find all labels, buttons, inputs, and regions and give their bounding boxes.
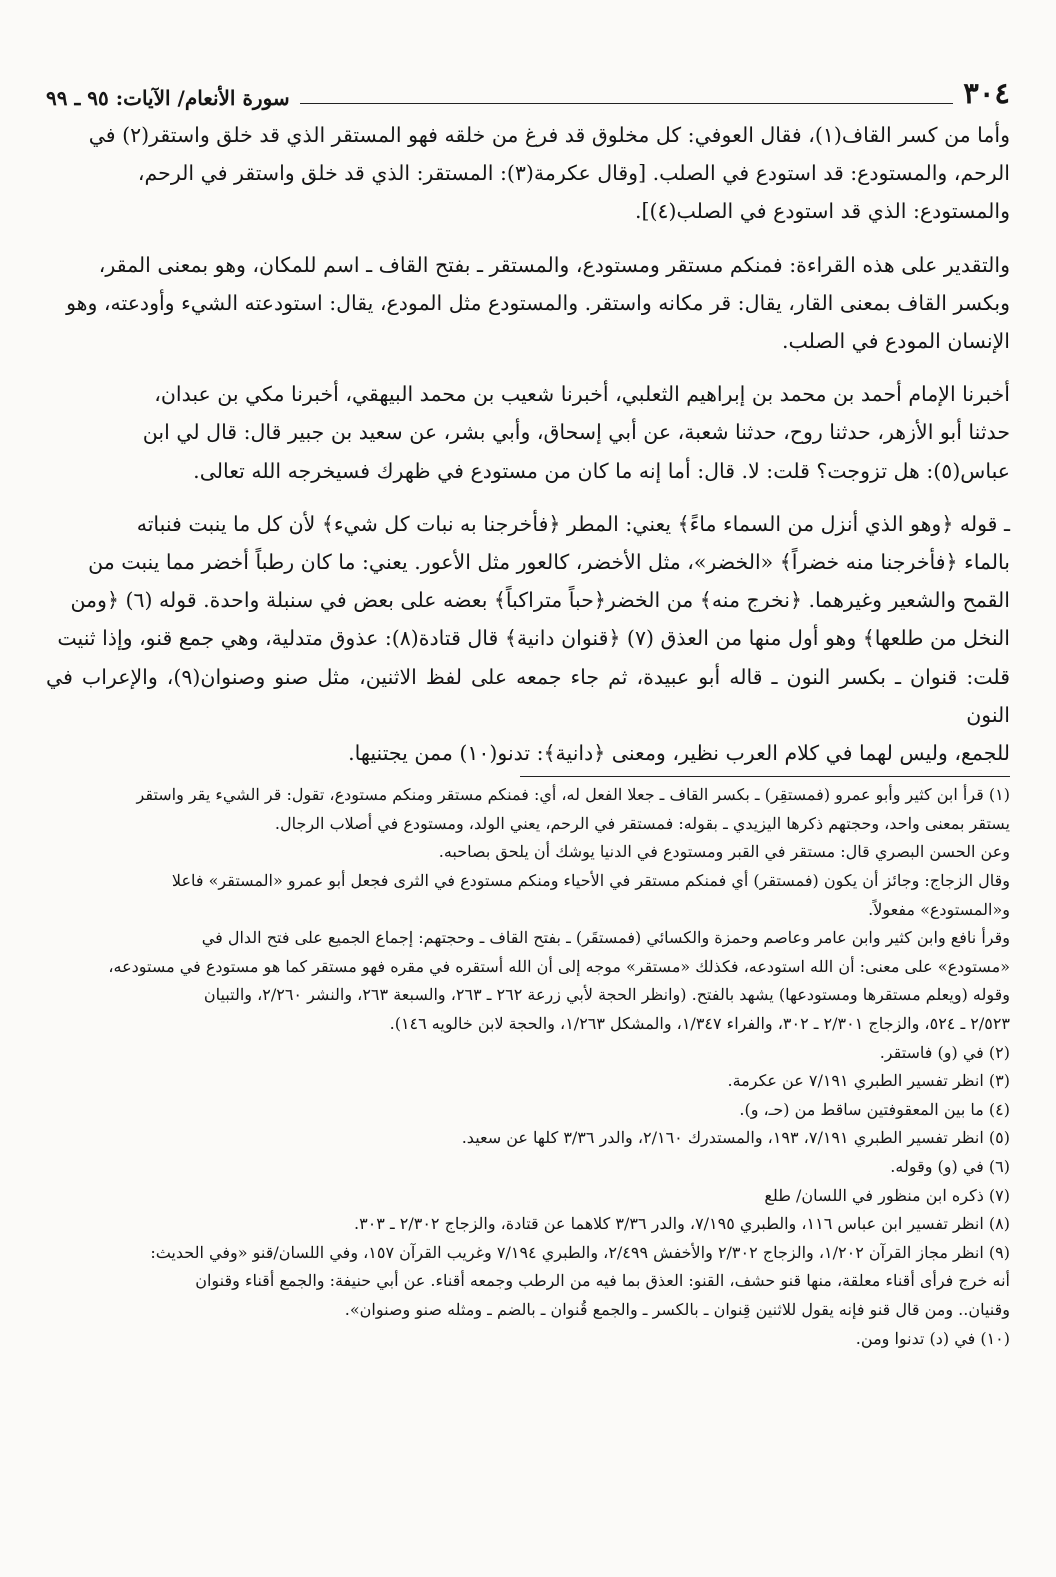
footnote-3	[46, 1067, 1010, 1096]
text-line: ـ قوله ﴿وهو الذي أنزل من السماء ماءً﴾ يعني: المطر ﴿فأخرجنا به نبات كل شيء﴾ لأن كل ما ينبت فنباته	[136, 511, 1010, 536]
footnote-10	[46, 1325, 1010, 1354]
text-line: والمستودع: الذي قد استودع في الصلب(٤)].	[635, 199, 1010, 224]
text-line: وأما من كسر القاف(١)، فقال العوفي: كل مخلوق قد فرغ من خلقه فهو المستقر الذي قد خلق واستقر(٢) في	[88, 123, 1010, 147]
footnote-line: «مستودع» على معنى: أن الله استودعه، فكذلك «مستقر» موجه إلى أن الله أستقره في مقره فهو مستقر كما هو مستودع في مستودعه،	[108, 956, 1010, 976]
text-line: القمح والشعير وغيرهما. ﴿نخرج منه﴾ من الخضر﴿حباً متراكباً﴾ بعضه على بعض في سنبلة واحدة. قوله (٦) ﴿ومن	[70, 588, 1010, 613]
footnote-1	[46, 781, 1010, 1038]
footnote-line: وعن الحسن البصري قال: مستقر في القبر ومستودع في الدنيا يوشك أن يلحق بصاحبه.	[438, 842, 1010, 862]
footnote-line: (٧) ذكره ابن منظور في اللسان/ طلع	[764, 1185, 1010, 1205]
footnote-line: (١) قرأ ابن كثير وأبو عمرو (فمستقِر) ـ بكسر القاف ـ جعلا الفعل له، أي: فمنكم مستقر ومنكم مستودع، تقول: قر الشيء يقر واستقر	[136, 785, 1010, 805]
footnote-line: وقرأ نافع وابن كثير وابن عامر وعاصم وحمزة والكسائي (فمستقَر) ـ بفتح القاف ـ وحجتهم: إجماع الجميع على فتح الدال في	[201, 928, 1010, 948]
footnote-line: (٢) في (و) فاستقر.	[879, 1042, 1010, 1062]
footnote-line: (٤) ما بين المعقوفتين ساقط من (حـ، و).	[739, 1099, 1010, 1119]
footnote-line: وقوله (ويعلم مستقرها ومستودعها) يشهد بالفتح. (وانظر الحجة لأبي زرعة ٢٦٢ ـ ٢٦٣، والسبعة ٢٦٣، والنشر ٢/٢٦٠، والتبيان	[203, 985, 1010, 1005]
footnote-5	[46, 1124, 1010, 1153]
footnote-line: (١٠) في (د) تدنوا ومن.	[855, 1328, 1010, 1348]
footnote-8	[46, 1210, 1010, 1239]
footnote-line: (٩) انظر مجاز القرآن ١/٢٠٢، والزجاج ٢/٣٠٢ والأخفش ٢/٤٩٩، والطبري ٧/١٩٤ وغريب القرآن ١٥٧، وفي اللسان/قنو «وفي الحديث:	[150, 1242, 1010, 1262]
footnote-separator	[520, 776, 1010, 777]
footnote-line: يستقر بمعنى واحد، وحجتهم ذكرها اليزيدي ـ بقوله: فمستقر في الرحم، يعني الولد، ومستودع في أصلاب الرجال.	[274, 813, 1010, 833]
text-line: عباس(٥): هل تزوجت؟ قلت: لا. قال: أما إنه ما كان من مستودع في ظهرك فسيخرجه الله تعالى.	[193, 458, 1010, 483]
footnote-line: أنه خرج فرأى أقناء معلقة، منها قنو حشف، القنو: العذق بما فيه من الرطب وجمعه أقناء. عن أبي حنيفة: والجمع أقناء وقنوان	[195, 1271, 1010, 1291]
text-line: حدثنا أبو الأزهر، حدثنا روح، حدثنا شعبة، عن أبي إسحاق، وأبي بشر، عن سعيد بن جبير قال: قال لي ابن	[142, 420, 1010, 445]
footnote-line: وقنيان.. ومن قال قنو فإنه يقول للاثنين قِنوان ـ بالكسر ـ والجمع قُنوان ـ بالضم ـ ومثله صنو وصنوان».	[344, 1299, 1010, 1319]
text-line: قلت: قنوان ـ بكسر النون ـ قاله أبو عبيدة، ثم جاء جمعه على لفظ الاثنين، مثل صنو وصنوان(٩)، والإعراب في النون	[46, 664, 1010, 727]
footnote-line: وقال الزجاج: وجائز أن يكون (فمستقر) أي فمنكم مستقر في الأحياء ومنكم مستودع في الثرى فجعل أبو عمرو «المستقر» فاعلا	[171, 871, 1010, 891]
footnote-6	[46, 1153, 1010, 1182]
text-line: والتقدير على هذه القراءة: فمنكم مستقر ومستودع، والمستقر ـ بفتح القاف ـ اسم للمكان، وهو بمعنى المقر،	[98, 252, 1010, 277]
text-line: وبكسر القاف بمعنى القار، يقال: قر مكانه واستقر. والمستودع مثل المودع، يقال: استودعته الشيء وأودعته، وهو	[66, 290, 1010, 315]
text-line: الرحم، والمستودع: قد استودع في الصلب. [وقال عكرمة(٣): المستقر: الذي قد خلق واستقر في الرحم،	[137, 161, 1010, 186]
page-header	[46, 66, 1010, 108]
footnote-line: ٢/٥٢٣ ـ ٥٢٤، والزجاج ٢/٣٠١ ـ ٣٠٢، والفراء ١/٣٤٧، والمشكل ١/٢٦٣، والحجة لابن خالويه ١٤٦).	[389, 1014, 1010, 1033]
footnotes	[46, 781, 1010, 1353]
footnote-4	[46, 1096, 1010, 1125]
footnote-9	[46, 1239, 1010, 1325]
text-line: للجمع، وليس لهما في كلام العرب نظير، ومعنى ﴿دانية﴾: تدنو(١٠) ممن يجتنيها.	[348, 741, 1010, 766]
footnote-line: و«المستودع» مفعولاً.	[868, 899, 1010, 919]
footnote-line: (٥) انظر تفسير الطبري ٧/١٩١، ١٩٣، والمستدرك ٢/١٦٠، والدر ٣/٣٦ كلها عن سعيد.	[461, 1128, 1010, 1148]
header-rule	[300, 103, 954, 104]
footnote-2	[46, 1039, 1010, 1068]
main-text	[46, 116, 1010, 772]
page-number: ٣٠٤	[963, 76, 1010, 110]
footnote-line: (٨) انظر تفسير ابن عباس ١١٦، والطبري ٧/١٩٥، والدر ٣/٣٦ كلاهما عن قتادة، والزجاج ٢/٣٠٢ ـ ٣٠٣.	[354, 1214, 1010, 1234]
text-line: النخل من طلعها﴾ وهو أول منها من العذق (٧) ﴿قنوان دانية﴾ قال قتادة(٨): عذوق متدلية، وهي جمع قنو، وإذا ثنيت	[57, 626, 1010, 651]
running-title: سورة الأنعام/ الآيات: ٩٥ ـ ٩٩	[46, 86, 290, 110]
text-line: الإنسان المودع في الصلب.	[781, 329, 1010, 354]
footnote-line: (٣) انظر تفسير الطبري ٧/١٩١ عن عكرمة.	[727, 1071, 1010, 1091]
footnote-line: (٦) في (و) وقوله.	[890, 1156, 1010, 1176]
text-line: أخبرنا الإمام أحمد بن محمد بن إبراهيم الثعلبي، أخبرنا شعيب بن محمد البيهقي، أخبرنا مكي بن عبدان،	[154, 382, 1010, 407]
text-line: بالماء ﴿فأخرجنا منه خضراً﴾ «الخضر»، مثل الأخضر، كالعور مثل الأعور. يعني: ما كان رطباً أخضر مما ينبت من	[88, 550, 1010, 575]
footnote-7	[46, 1182, 1010, 1211]
